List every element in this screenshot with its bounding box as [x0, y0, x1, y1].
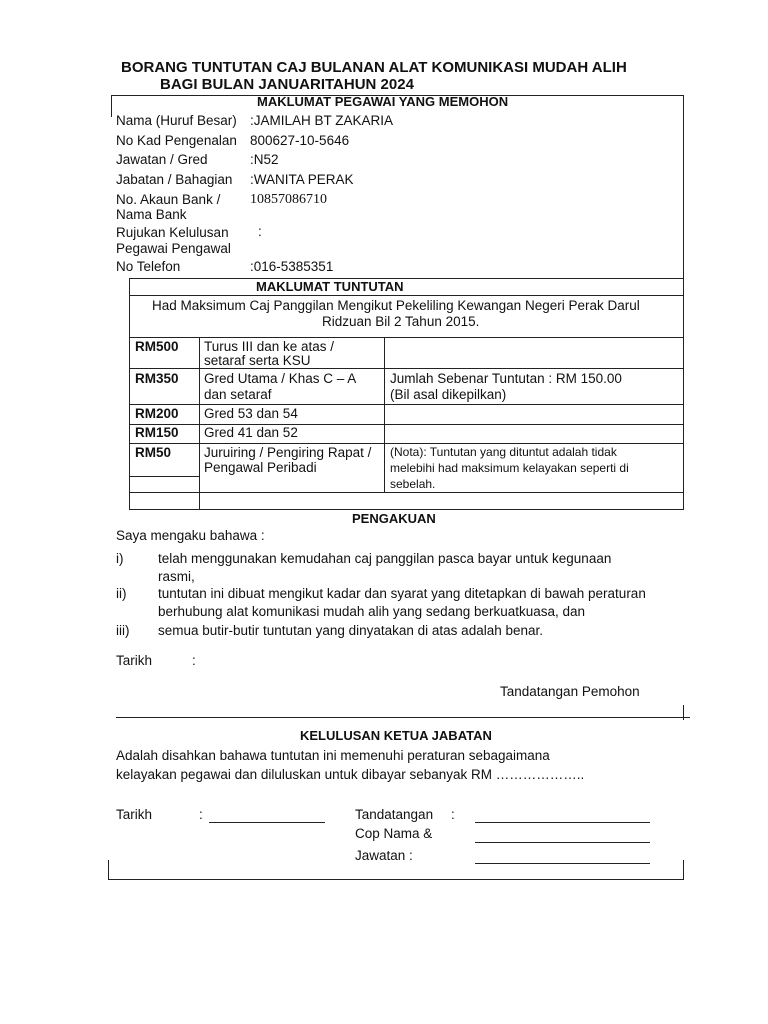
frame-left-bottom-stub [108, 860, 109, 880]
approval-cop-line [475, 842, 650, 843]
pengakuan-tarikh-label: Tarikh [116, 653, 153, 668]
applicant-heading: MAKLUMAT PEGAWAI YANG MEMOHON [257, 94, 509, 109]
nota-line3: sebelah. [390, 477, 436, 491]
telefon-value: :016-5385351 [250, 259, 334, 274]
ic-label: No Kad Pengenalan [116, 133, 237, 148]
jumlah-tuntutan: Jumlah Sebenar Tuntutan : RM 150.00 [390, 371, 622, 386]
rate-amount-rm500: RM500 [135, 339, 179, 354]
approval-separator [116, 717, 690, 718]
nama-label: Nama (Huruf Besar) [116, 113, 237, 128]
form-title-line2: BAGI BULAN JANUARITAHUN 2024 [160, 76, 414, 93]
approval-heading: KELULUSAN KETUA JABATAN [300, 728, 492, 743]
rate-desc-rm350-line1: Gred Utama / Khas C – A [204, 371, 357, 386]
pengakuan-item-2-num: ii) [116, 586, 127, 601]
approval-text-line1: Adalah disahkan bahawa tuntutan ini memenuhi peraturan sebagaimana [116, 748, 550, 763]
had-line1: Had Maksimum Caj Panggilan Mengikut Pekeliling Kewangan Negeri Perak Darul [152, 298, 640, 313]
bank-label-line2: Nama Bank [116, 207, 187, 222]
approval-cop-label: Cop Nama & [355, 826, 433, 841]
claim-heading: MAKLUMAT TUNTUTAN [256, 279, 404, 294]
jabatan-label: Jabatan / Bahagian [116, 172, 233, 187]
frame-right-line [683, 95, 684, 510]
pengakuan-item-1-line1: telah menggunakan kemudahan caj panggilan pasca bayar untuk kegunaan [158, 551, 612, 566]
nota-line1: (Nota): Tuntutan yang dituntut adalah tidak [390, 445, 617, 459]
frame-bottom-line [108, 879, 684, 880]
telefon-label: No Telefon [116, 259, 181, 274]
rate-desc-rm50-line2: Pengawal Peribadi [204, 460, 317, 475]
approval-tarikh-colon: : [199, 807, 203, 822]
rujukan-label-line1: Rujukan Kelulusan [116, 225, 229, 240]
pengakuan-heading: PENGAKUAN [352, 511, 436, 526]
pengakuan-tarikh-colon: : [192, 653, 196, 668]
approval-jawatan-line [475, 863, 650, 864]
rate-desc-rm50-line1: Juruiring / Pengiring Rapat / [204, 445, 372, 460]
rate-desc-rm350-line2: dan setaraf [204, 387, 272, 402]
rate-desc-rm500-line1: Turus III dan ke atas / [204, 339, 335, 354]
pengakuan-item-3-num: iii) [116, 623, 130, 638]
rate-amount-rm50: RM50 [135, 445, 172, 460]
form-title-line1: BORANG TUNTUTAN CAJ BULANAN ALAT KOMUNIKASI MUDAH ALIH [121, 59, 627, 76]
bil-asal-note: (Bil asal dikepilkan) [390, 387, 507, 402]
nota-line2: melebihi had maksimum kelayakan seperti di [390, 461, 629, 475]
approval-tarikh-line [209, 822, 325, 823]
pengakuan-item-2-line2: berhubung alat komunikasi mudah alih yang sedang berkuatkuasa, dan [158, 604, 586, 619]
jabatan-value: :WANITA PERAK [250, 172, 354, 187]
approval-tandatangan-label: Tandatangan [355, 807, 434, 822]
rate-amount-rm350: RM350 [135, 371, 179, 386]
had-line2: Ridzuan Bil 2 Tahun 2015. [322, 314, 480, 329]
frame-right-bottom-stub [683, 860, 684, 880]
rate-desc-rm200: Gred 53 dan 54 [204, 406, 298, 421]
rate-amount-rm150: RM150 [135, 425, 179, 440]
rate-amount-rm200: RM200 [135, 406, 179, 421]
jawatan-label: Jawatan / Gred [116, 152, 208, 167]
rate-desc-rm150: Gred 41 dan 52 [204, 425, 298, 440]
approval-tandatangan-colon: : [451, 807, 455, 822]
approval-text-line2: kelayakan pegawai dan diluluskan untuk dibayar sebanyak RM ……………….. [116, 767, 585, 782]
bank-value: 10857086710 [250, 192, 327, 207]
pengakuan-item-1-num: i) [116, 551, 124, 566]
bank-label-line1: No. Akaun Bank / [116, 192, 221, 207]
jawatan-value: :N52 [250, 152, 279, 167]
approval-tarikh-label: Tarikh [116, 807, 153, 822]
pengakuan-intro: Saya mengaku bahawa : [116, 528, 265, 543]
pengakuan-item-1-line2: rasmi, [158, 569, 195, 584]
rate-desc-rm500-line2: setaraf serta KSU [204, 353, 311, 368]
rujukan-label-line2: Pegawai Pengawal [116, 241, 231, 256]
pemohon-signature-label: Tandatangan Pemohon [500, 684, 640, 699]
approval-signature-line [475, 822, 650, 823]
pengakuan-item-3-line1: semua butir-butir tuntutan yang dinyatakan di atas adalah benar. [158, 623, 544, 638]
ic-value: 800627-10-5646 [250, 133, 350, 148]
rujukan-value: : [258, 224, 262, 239]
approval-jawatan-label: Jawatan : [355, 848, 413, 863]
nama-value: :JAMILAH BT ZAKARIA [250, 113, 394, 128]
pengakuan-item-2-line1: tuntutan ini dibuat mengikut kadar dan syarat yang ditetapkan di bawah peraturan [158, 586, 646, 601]
frame-left-stub [111, 95, 112, 117]
